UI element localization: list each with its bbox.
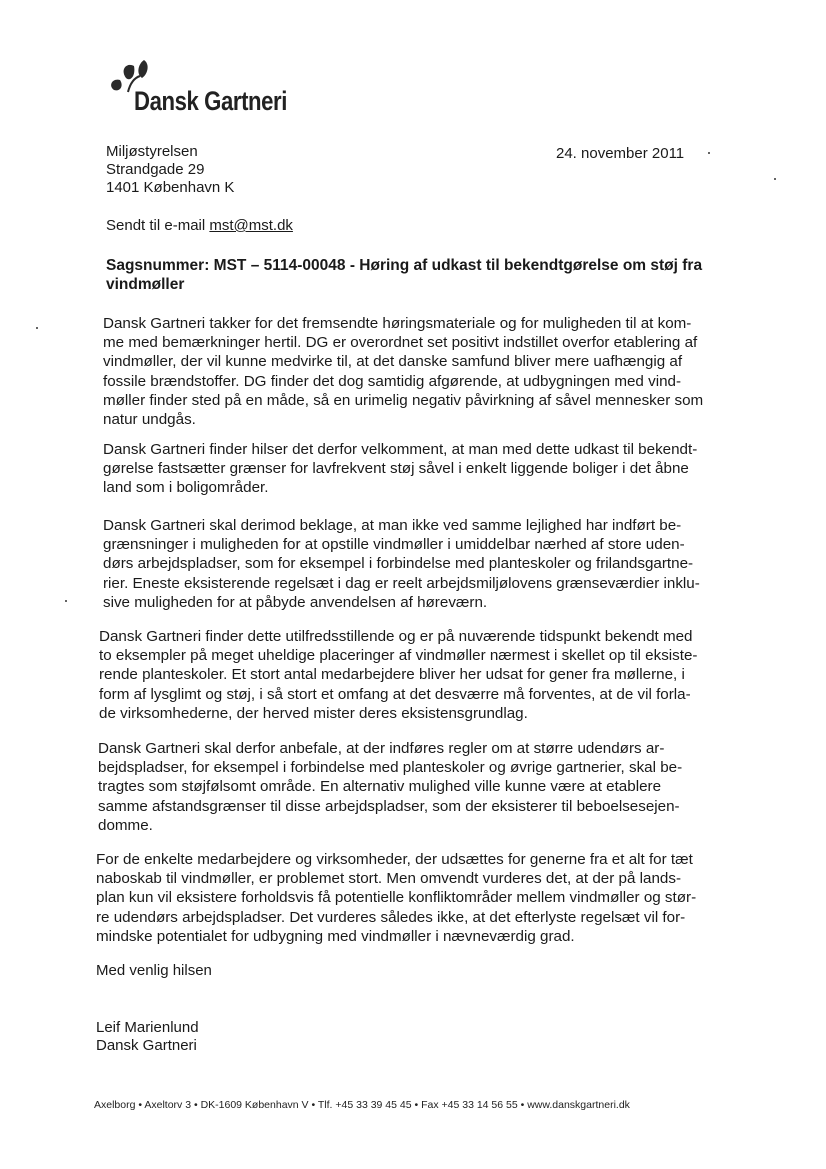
subject-heading: Sagsnummer: MST – 5114-00048 - Høring af udkast til bekendtgørelse om støj fra vindmøller [106, 257, 703, 293]
paragraph-line: to eksempler på meget uheldige placeringer af vindmøller nærmest i skellet op til eksiste- [99, 647, 698, 665]
sent-to-line [106, 217, 293, 234]
signature-org: Dansk Gartneri [96, 1037, 197, 1054]
paragraph-line: Dansk Gartneri finder dette utilfredsstillende og er på nuværende tidspunkt bekendt med [99, 628, 693, 645]
paragraph-line: samme afstandsgrænser til disse arbejdspladser, som der eksisterer til beboelsesejen- [98, 797, 680, 815]
recipient-line: 1401 København K [106, 179, 235, 196]
paragraph-line: Dansk Gartneri skal derimod beklage, at man ikke ved samme lejlighed har indført be- [103, 517, 682, 534]
paragraph-line: grænsninger i muligheden for at opstille vindmøller i umiddelbar nærhed af store uden- [103, 536, 685, 554]
body-paragraph [99, 627, 697, 723]
letterhead-logo [106, 58, 316, 128]
paragraph-line: sive muligheden for at påbyde anvendelsen af høreværn. [103, 593, 488, 611]
signature-block [96, 1019, 199, 1055]
body-paragraph [103, 516, 700, 612]
paragraph-line: re udendørs arbejdspladser. Det vurderes således ikke, at det efterlyste regelsæt vil for- [96, 908, 686, 926]
scan-speck [65, 600, 67, 602]
paragraph-line: gørelse fastsætter grænser for lavfrekvent støj såvel i enkelt liggende boliger i det åbne [103, 460, 689, 478]
letter-date: 24. november 2011 [556, 145, 685, 162]
paragraph-line: naboskab til vindmøller, er problemet stort. Men omvendt vurderes det, at der på lands- [96, 870, 681, 888]
paragraph-line: møller finder sted på en måde, så en urimelig negativ påvirkning af såvel mennesker som [103, 391, 704, 409]
letterhead-org-name: Dansk Gartneri [134, 86, 287, 116]
signature-name: Leif Marienlund [96, 1019, 199, 1036]
paragraph-line: dørs arbejdspladser, som for eksempel i forbindelse med planteskoler og frilandsgartne- [103, 555, 694, 573]
paragraph-line: For de enkelte medarbejdere og virksomheder, der udsættes for generne fra et alt for tæt [96, 851, 693, 868]
paragraph-line: natur undgås. [103, 411, 196, 429]
body-paragraph [103, 314, 703, 429]
closing-salutation: Med venlig hilsen [96, 962, 212, 979]
body-paragraph [98, 739, 682, 835]
paragraph-line: vindmøller, der vil kunne medvirke til, at det danske samfund bliver mere uafhængig af [103, 353, 683, 371]
paragraph-line: plan kun vil eksistere forholdsvis få potentielle konfliktområder mellem vindmøller og stør- [96, 889, 697, 907]
recipient-line: Miljøstyrelsen [106, 143, 198, 160]
letterhead-footer: Axelborg • Axeltorv 3 • DK-1609 København V • Tlf. +45 33 39 45 45 • Fax +45 33 14 56 55 • www.danskgartneri.dk [94, 1099, 630, 1111]
body-paragraph [96, 850, 696, 946]
body-paragraph [103, 440, 697, 498]
recipient-address [106, 143, 234, 197]
paragraph-line: rier. Eneste eksisterende regelsæt i dag er reelt arbejdsmiljølovens grænseværdier inklu- [103, 574, 700, 592]
paragraph-line: bejdspladser, for eksempel i forbindelse med planteskoler og øvrige gartnerier, skal be- [98, 759, 683, 777]
paragraph-line: mindske potentialet for udbygning med vindmøller i nævneværdig grad. [96, 927, 575, 945]
email-link[interactable]: mst@mst.dk [209, 217, 293, 234]
paragraph-line: Dansk Gartneri finder hilser det derfor velkomment, at man med dette udkast til bekendt- [103, 441, 698, 458]
paragraph-line: domme. [98, 816, 153, 834]
scan-speck [708, 152, 710, 154]
scan-speck [36, 327, 38, 329]
recipient-line: Strandgade 29 [106, 161, 205, 178]
paragraph-line: land som i boligområder. [103, 479, 269, 497]
paragraph-line: me med bemærkninger hertil. DG er overordnet set positivt indstillet overfor etablering af [103, 334, 698, 352]
paragraph-line: Dansk Gartneri skal derfor anbefale, at der indføres regler om at større udendørs ar- [98, 740, 665, 757]
paragraph-line: form af lysglimt og støj, i så stort et omfang at det desværre må forventes, at de vil forla- [99, 685, 691, 703]
paragraph-line: tragtes som støjfølsomt område. En alternativ mulighed ville kunne være at etablere [98, 778, 662, 796]
sent-to-prefix: Sendt til e-mail [106, 217, 210, 234]
scan-speck [774, 178, 776, 180]
paragraph-line: Dansk Gartneri takker for det fremsendte høringsmateriale og for muligheden til at kom- [103, 315, 692, 332]
paragraph-line: fossile brændstoffer. DG finder det dog samtidig afgørende, at udbygningen med vind- [103, 372, 682, 390]
paragraph-line: de virksomhederne, der herved mister deres eksistensgrundlag. [99, 704, 528, 722]
paragraph-line: rende planteskoler. Et stort antal medarbejdere bliver her udsat for gener fra møllerne, i [99, 666, 685, 684]
